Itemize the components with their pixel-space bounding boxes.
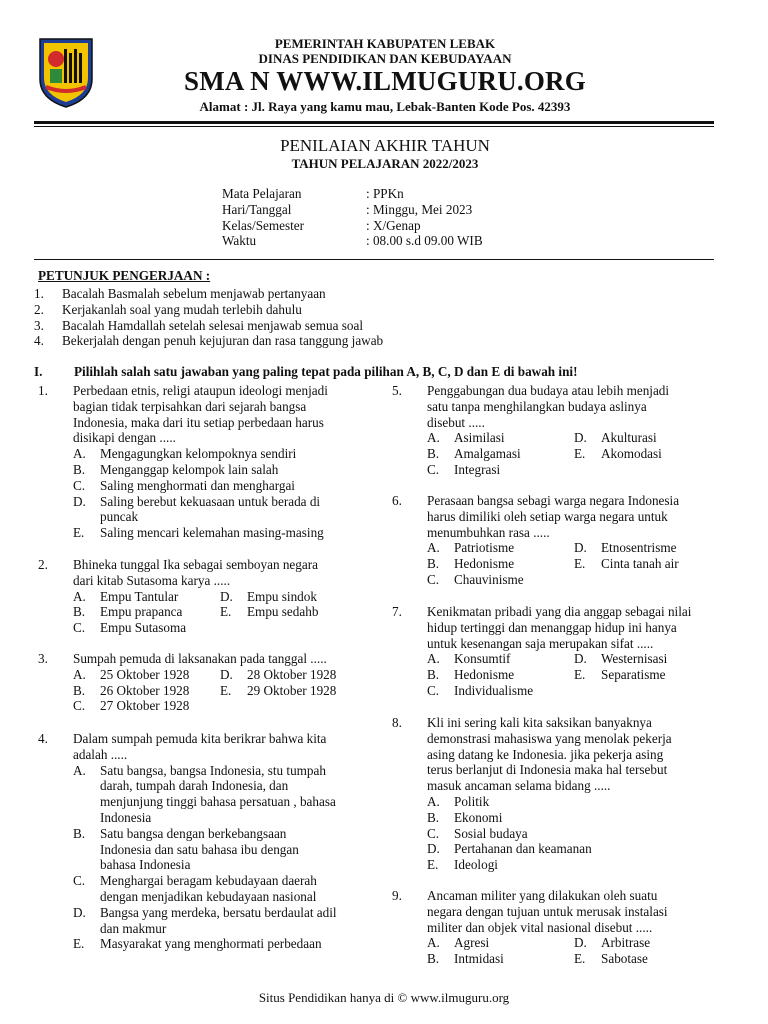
option-text: 26 Oktober 1928 [100,682,190,698]
section-number: I. [34,364,43,379]
option-text: Arbitrase [601,935,651,951]
option-letter: E. [73,525,85,541]
info-value: : 08.00 s.d 09.00 WIB [366,233,483,249]
option-letter: E. [574,951,586,967]
question-number: 4. [38,731,48,746]
academic-year: TAHUN PELAJARAN 2022/2023 [291,156,479,171]
option-text: Bangsa yang merdeka, bersatu berdaulat adil [100,904,337,920]
option-text: Separatisme [601,667,666,683]
option-letter: D. [73,904,86,920]
option-letter: C. [427,572,440,587]
option-text: menjunjung tinggi bahasa persatuan , bahasa [100,794,336,810]
option-letter: C. [73,698,86,714]
option-text: Menganggap kelompok lain salah [100,462,279,477]
question-text: harus dimiliki oleh setiap warga negara untuk [427,508,668,524]
question-text: Perasaan bangsa sebagi warga negara Indonesia [427,493,680,508]
option-letter: B. [427,446,440,462]
option-letter: D. [574,651,587,667]
option-letter: D. [574,540,587,556]
option-letter: C. [73,873,86,889]
option-text: Indonesia dan satu bahasa ibu dengan [100,841,299,857]
instruction-text: Bacalah Hamdallah setelah selesai menjawab semua soal [62,317,363,333]
option-text: Satu bangsa dengan berkebangsaan [100,825,287,841]
question-text: Indonesia, maka dari itu setiap perbedaan harus [73,414,324,430]
option-letter: C. [427,825,440,841]
option-text: Akomodasi [601,446,662,462]
option-letter: E. [220,682,232,698]
option-letter: B. [427,556,440,572]
footer-text: Situs Pendidikan hanya di © www.ilmuguru.org [258,990,510,1005]
option-letter: B. [427,951,440,967]
option-text: Ekonomi [454,809,503,825]
option-text: darah, tumpah darah Indonesia, dan [100,778,289,794]
option-text: Empu sindok [247,588,317,604]
question-text: untuk kesenangan saja merupakan sifat ..... [427,635,654,651]
info-label: Hari/Tanggal [222,201,292,217]
info-label: Mata Pelajaran [222,186,302,201]
instruction-number: 2. [34,301,44,317]
option-text: dengan menjadikan kebudayaan nasional [100,889,317,904]
option-letter: D. [427,841,440,857]
option-text: Patriotisme [454,540,515,556]
option-letter: D. [73,493,86,509]
option-letter: B. [73,825,86,841]
option-letter: B. [73,682,86,698]
option-text: Saling menghormati dan menghargai [100,477,295,493]
option-text: Hedonisme [454,667,515,683]
option-text: Etnosentrisme [601,540,677,556]
info-label: Kelas/Semester [222,217,305,233]
question-text: Sumpah pemuda di laksanakan pada tanggal ..... [73,651,327,666]
question-text: asing datang ke Indonesia. jika pekerja asing [427,746,664,762]
option-text: Menghargai beragam kebudayaan daerah [100,873,317,889]
question-text: masuk ancaman selama bidang ..... [427,778,611,794]
option-letter: B. [427,809,440,825]
option-text: Empu Tantular [100,588,179,604]
option-text: Individualisme [454,683,534,698]
instructions-list [34,286,714,349]
question-text: menumbuhkan rasa ..... [427,524,550,540]
option-letter: E. [574,446,586,462]
school-address: Alamat : Jl. Raya yang kamu mau, Lebak-Banten Kode Pos. 42393 [199,99,571,114]
option-text: puncak [100,509,139,525]
option-letter: A. [73,762,86,778]
option-text: Empu prapanca [100,604,183,620]
question-text: Perbedaan etnis, religi ataupun ideologi menjadi [73,383,328,398]
government-name: PEMERINTAH KABUPATEN LEBAK [274,36,496,51]
question-text: Kenikmatan pribadi yang dia anggap sebagai nilai [427,604,692,619]
info-value: : X/Genap [366,217,421,233]
option-text: Sabotase [601,951,648,967]
option-letter: D. [220,588,233,604]
option-text: dan makmur [100,920,167,936]
header-divider-thick [34,121,714,124]
option-letter: A. [427,935,440,951]
option-text: 25 Oktober 1928 [100,666,190,682]
instruction-item [34,333,714,349]
option-letter: A. [427,794,440,809]
option-letter: D. [574,935,587,951]
option-text: Agresi [454,935,490,951]
question-text: dari kitab Sutasoma karya ..... [73,572,231,588]
info-value: : Minggu, Mei 2023 [366,201,473,217]
instruction-text: Kerjakanlah soal yang mudah terlebih dahulu [62,301,302,317]
option-letter: E. [574,667,586,683]
option-text: Ideologi [454,857,498,873]
info-divider [34,259,714,260]
info-label: Waktu [222,233,257,249]
option-letter: B. [73,462,86,477]
question-number: 3. [38,651,48,666]
option-letter: A. [427,651,440,667]
option-text: Hedonisme [454,556,515,572]
question-text: Bhineka tunggal Ika sebagai semboyan negara [73,557,318,572]
option-text: Saling mencari kelemahan masing-masing [100,525,324,541]
instruction-item [34,286,714,302]
question-text: Penggabungan dua budaya atau lebih menjadi [427,383,670,398]
option-letter: A. [427,540,440,556]
question-text: disikapi dengan ..... [73,430,176,446]
question-number: 7. [392,604,402,619]
option-text: Cinta tanah air [601,556,679,572]
department-name: DINAS PENDIDIKAN DAN KEBUDAYAAN [258,51,512,66]
option-letter: E. [574,556,586,572]
option-letter: D. [220,666,233,682]
instruction-item [34,318,714,334]
option-letter: C. [73,477,86,493]
question-text: disebut ..... [427,414,485,430]
option-letter: C. [427,683,440,698]
instructions-title: PETUNJUK PENGERJAAN : [38,268,211,283]
option-text: Westernisasi [601,651,668,667]
option-letter: E. [427,857,439,873]
header-divider-thin [34,126,714,127]
option-text: Masyarakat yang menghormati perbedaan [100,936,322,952]
option-text: Indonesia [100,810,152,825]
question-text: negara dengan tujuan untuk merusak instalasi [427,903,668,919]
option-letter: A. [73,666,86,682]
option-text: Integrasi [454,462,501,477]
option-text: Chauvinisme [454,572,524,587]
option-letter: B. [427,667,440,683]
question-text: satu tanpa menghilangkan budaya aslinya [427,398,647,414]
question-number: 6. [392,493,402,508]
option-text: Sosial budaya [454,825,528,841]
option-text: Pertahanan dan keamanan [454,841,592,857]
info-value: : PPKn [366,186,404,201]
option-text: Akulturasi [601,430,657,446]
option-text: Satu bangsa, bangsa Indonesia, stu tumpah [100,762,326,778]
option-text: Konsumtif [454,651,511,667]
question-text: Kli ini sering kali kita saksikan banyaknya [427,715,652,730]
question-text: hidup tertinggi dan menanggap hidup ini hanya [427,619,677,635]
option-letter: C. [427,462,440,477]
option-text: Saling berebut kekuasaan untuk berada di [100,493,321,509]
question-text: Dalam sumpah pemuda kita berikrar bahwa kita [73,731,327,746]
option-text: Amalgamasi [454,446,521,462]
option-text: 28 Oktober 1928 [247,666,337,682]
option-text: Politik [454,794,490,809]
exam-title: PENILAIAN AKHIR TAHUN [280,136,490,155]
option-letter: E. [220,604,232,620]
option-letter: A. [427,430,440,446]
option-letter: D. [574,430,587,446]
question-text: adalah ..... [73,746,128,762]
question-number: 9. [392,888,402,903]
question-text: militer dan objek vital nasional disebut ..... [427,919,653,935]
question-number: 1. [38,383,48,398]
option-letter: C. [73,620,86,636]
question-number: 5. [392,383,402,398]
option-letter: E. [73,936,85,952]
instruction-number: 1. [34,286,44,301]
instruction-text: Bacalah Basmalah sebelum menjawab pertanyaan [62,286,326,301]
question-number: 2. [38,557,48,572]
option-text: 29 Oktober 1928 [247,682,337,698]
option-letter: A. [73,446,86,462]
question-text: Ancaman militer yang dilakukan oleh suatu [427,888,658,903]
option-text: Mengagungkan kelompoknya sendiri [100,446,297,462]
option-letter: A. [73,588,86,604]
option-text: Asimilasi [454,430,505,446]
option-text: Intmidasi [454,951,504,967]
option-text: Empu Sutasoma [100,620,187,636]
question-number: 8. [392,715,402,730]
option-text: bahasa Indonesia [100,857,191,873]
school-logo-icon [36,35,96,109]
instruction-number: 4. [34,333,44,349]
question-text: terus berlanjut di Indonesia maka hal tersebut [427,762,668,778]
instruction-item [34,302,714,318]
section-text: Pilihlah salah satu jawaban yang paling tepat pada pilihan A, B, C, D dan E di bawah ini! [74,364,578,379]
option-letter: B. [73,604,86,620]
option-text: 27 Oktober 1928 [100,698,190,714]
question-text: demonstrasi mahasiswa yang menolak pekerja [427,730,672,746]
option-text: Empu sedahb [247,604,319,620]
school-name: SMA N WWW.ILMUGURU.ORG [184,66,586,96]
question-text: bagian tidak terpisahkan dari sejarah bangsa [73,398,307,414]
instruction-number: 3. [34,317,44,333]
instruction-text: Bekerjalah dengan penuh kejujuran dan rasa tanggung jawab [62,333,384,349]
